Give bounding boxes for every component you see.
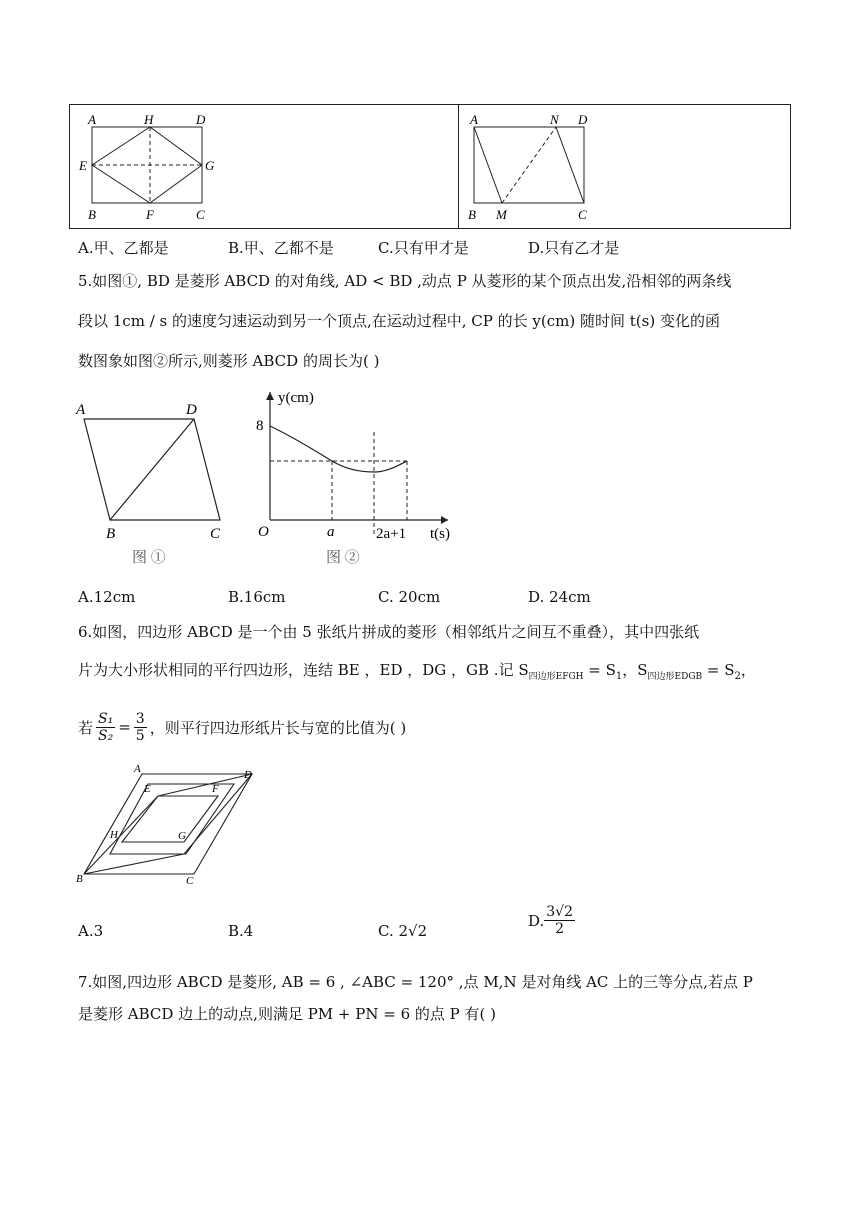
q6-option-b: B.4 (228, 922, 254, 940)
frac-numerator: 3 (135, 710, 145, 727)
option-d-fraction (544, 904, 575, 937)
label-F: F (146, 207, 154, 222)
q6-option-d (528, 904, 575, 937)
if-word: 若 (78, 718, 94, 737)
s1-subscript: 四边形EFGH (528, 672, 584, 682)
rectangle-parallelogram-figure (462, 111, 602, 223)
label-D: D (196, 112, 206, 127)
label-C: C (210, 526, 221, 542)
y-value-8: 8 (256, 418, 264, 434)
label-C: C (186, 875, 194, 887)
q6-option-c: C. 2√2 (378, 922, 428, 940)
q6-line-3 (78, 702, 406, 752)
figure-1-caption: 图 ① (132, 550, 166, 566)
label-G: G (205, 158, 215, 173)
frac-numerator: S₁ (98, 710, 114, 727)
option-d-label: D. (528, 911, 545, 930)
tick-2a-plus-1: 2a+1 (376, 526, 407, 542)
frac-denominator: 5 (135, 727, 145, 744)
label-F: F (212, 783, 219, 795)
label-E: E (79, 158, 87, 173)
label-A: A (470, 112, 478, 127)
frac-denominator: S₂ (98, 727, 114, 744)
label-A: A (134, 763, 141, 775)
tick-a: a (327, 524, 335, 540)
table-divider (458, 105, 459, 228)
label-B: B (76, 873, 83, 885)
label-B: B (88, 207, 96, 222)
label-E: E (144, 783, 151, 795)
label-B: B (106, 526, 116, 542)
label-D: D (244, 769, 252, 781)
q6-option-a: A.3 (78, 922, 104, 940)
q6-line-2 (78, 659, 756, 682)
mid: ，S (622, 661, 648, 679)
label-A: A (76, 402, 86, 418)
q5-line-1: 5.如图①, BD 是菱形 ABCD 的对角线, AD < BD ,动点 P 从菱形的某个顶点出发,沿相邻的两条线 (78, 272, 732, 290)
q5-option-d: D. 24cm (528, 588, 591, 606)
s2-subscript: 四边形EDGB (647, 672, 703, 682)
label-D: D (578, 112, 588, 127)
label-D: D (186, 402, 197, 418)
frac-numerator: 3√2 (546, 904, 574, 920)
end: ， (740, 661, 756, 679)
q5-rhombus-figure (70, 390, 240, 570)
frac-denominator: 2 (555, 921, 565, 937)
label-H: H (110, 829, 118, 841)
label-N: N (550, 112, 559, 127)
origin-label: O (258, 524, 269, 540)
q4-option-d: D.只有乙才是 (528, 239, 620, 257)
q6-line-2-text: 片为大小形状相同的平行四边形，连结 BE ，ED ，DG ，GB .记 S (78, 661, 529, 679)
q5-option-b: B.16cm (228, 588, 286, 606)
q5-option-c: C. 20cm (378, 588, 441, 606)
q6-line-3-text: ，则平行四边形纸片长与宽的比值为( ) (149, 718, 407, 737)
q4-option-b: B.甲、乙都不是 (228, 239, 334, 257)
q5-line-2: 段以 1cm / s 的速度匀速运动到另一个顶点,在运动过程中, CP 的长 y(cm) 随时间 t(s) 变化的函 (78, 312, 720, 330)
q5-option-a: A.12cm (78, 588, 136, 606)
q7-line-1: 7.如图,四边形 ABCD 是菱形, AB = 6 , ∠ABC = 120° ,点 M,N 是对角线 AC 上的三等分点,若点 P (78, 973, 753, 991)
label-C: C (578, 207, 587, 222)
q7-line-2: 是菱形 ABCD 边上的动点,则满足 PM + PN = 6 的点 P 有( ) (78, 1005, 497, 1023)
label-B: B (468, 207, 476, 222)
q6-line-1: 6.如图，四边形 ABCD 是一个由 5 张纸片拼成的菱形（相邻纸片之间互不重叠），其中四张纸 (78, 623, 700, 641)
q4-option-c: C.只有甲才是 (378, 239, 469, 257)
q4-option-a: A.甲、乙都是 (78, 239, 169, 257)
eq1: = S (583, 661, 616, 679)
frac-equals: = (118, 718, 131, 736)
label-H: H (144, 112, 154, 127)
q6-rhombus-figure (72, 762, 272, 892)
y-axis-label: y(cm) (278, 390, 314, 406)
fraction-s1-s2 (96, 711, 115, 744)
label-C: C (196, 207, 205, 222)
label-A: A (88, 112, 96, 127)
q5-line-3: 数图象如图②所示,则菱形 ABCD 的周长为( ) (78, 352, 380, 370)
s2-index: 2 (734, 671, 741, 682)
figure-table (69, 104, 791, 229)
eq2: = S (702, 661, 735, 679)
fraction-3-5 (134, 711, 147, 744)
rectangle-rhombus-figure (76, 111, 226, 223)
label-G: G (178, 830, 186, 842)
label-M: M (496, 207, 507, 222)
s1-index: 1 (615, 671, 623, 682)
figure-2-caption: 图 ② (326, 550, 360, 566)
q5-function-graph (252, 384, 467, 570)
x-axis-label: t(s) (430, 526, 450, 542)
